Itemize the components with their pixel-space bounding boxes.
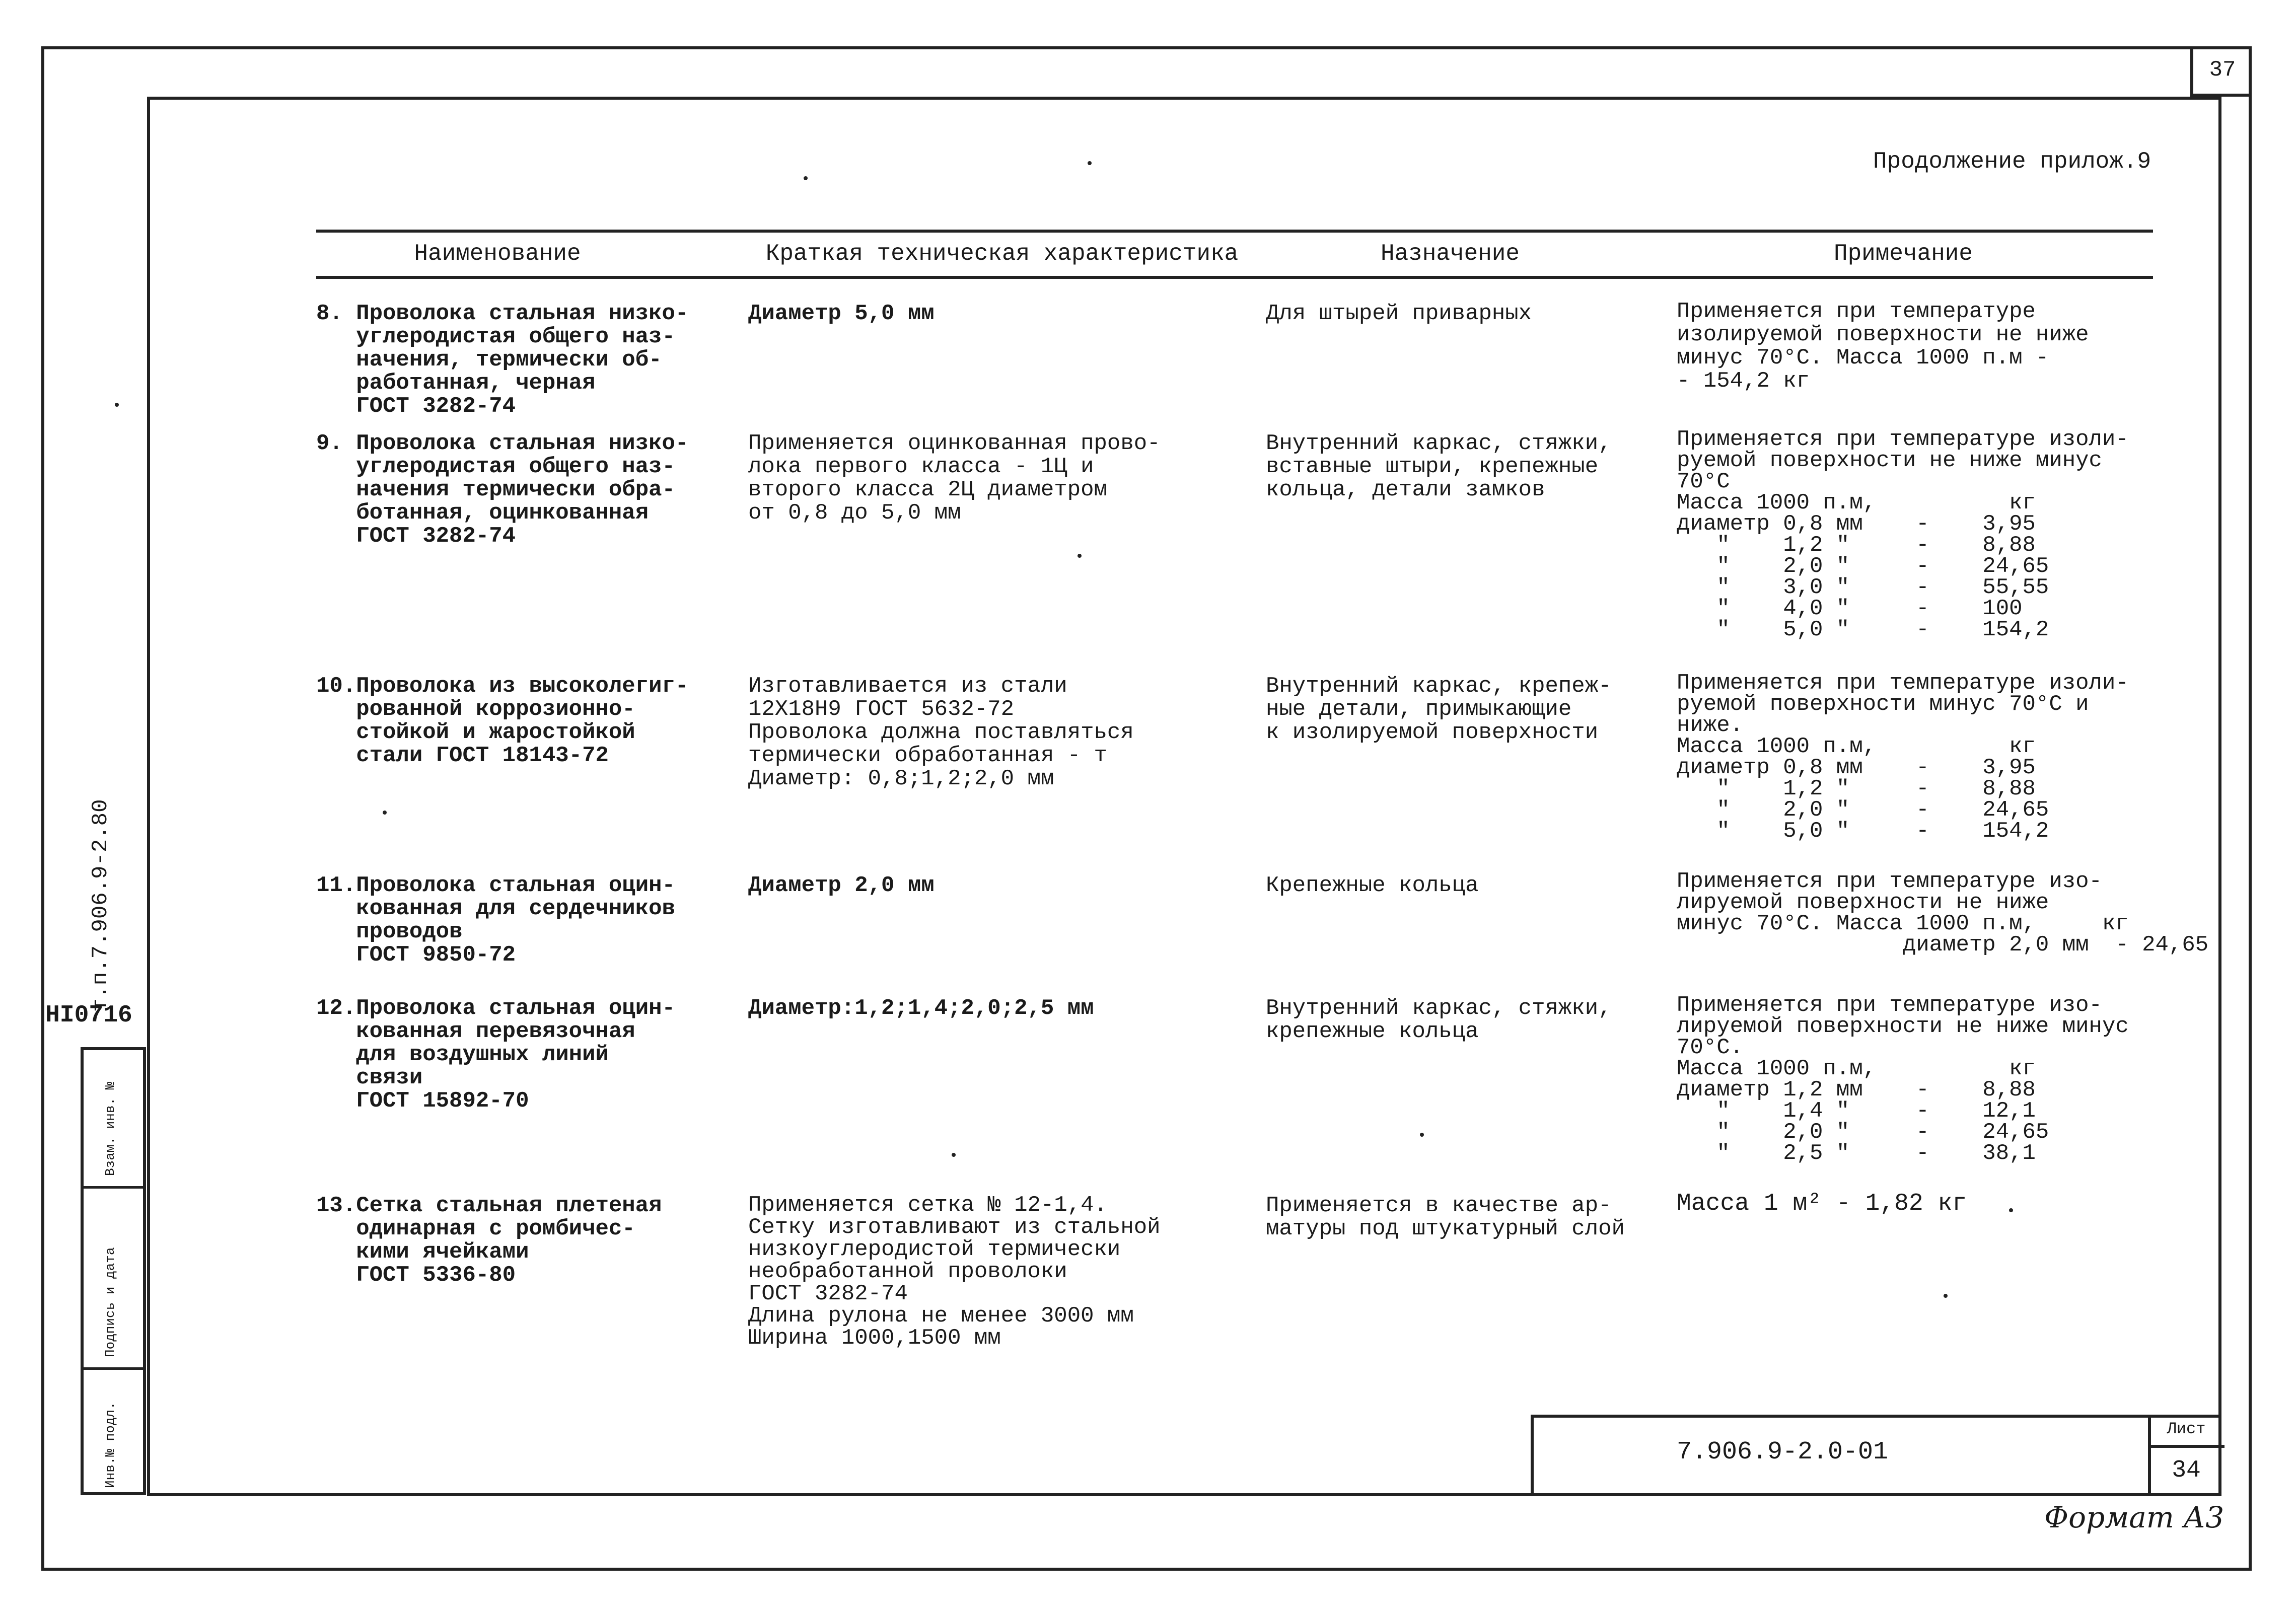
sheet-divider	[2151, 1445, 2225, 1448]
header-purpose: Назначение	[1380, 241, 1520, 267]
sheet-box	[2148, 1415, 2221, 1496]
row-8-note: Применяется при температуре изолируемой поверхности не ниже минус 70°C. Масса 1000 п.м - - 154,2 кг	[1677, 299, 2089, 394]
scan-speck	[1078, 554, 1082, 558]
row-9-purpose: Внутренний каркас, стяжки, вставные штыри, крепежные кольца, детали замков	[1266, 431, 1612, 502]
row-13-name: 13.Сетка стальная плетеная одинарная с ромбичес- кими ячейками ГОСТ 5336-80	[316, 1193, 662, 1288]
row-9-note: Применяется при температуре изоли- руемой поверхности не ниже минус 70°C Масса 1000 п.м, кг диаметр 0,8 мм - 3,95 " 1,2 " - 8,88 " 2,0 " - 24,65 " 3,0 " - 55,55 " 4,0 " - 100 " 5,0 " - 154,2	[1677, 427, 2129, 642]
left-label-replace: Взам. инв. №	[103, 1081, 118, 1176]
row-11-spec: Диаметр 2,0 мм	[748, 873, 935, 898]
row-9-spec: Применяется оцинкованная прово- лока первого класса - 1Ц и второго класса 2Ц диаметром от 0,8 до 5,0 мм	[748, 431, 1161, 526]
document-code: 7.906.9-2.0-01	[1677, 1438, 1889, 1466]
page-number-top: 37	[2190, 46, 2252, 97]
row-10-spec: Изготавливается из стали 12Х18Н9 ГОСТ 5632-72 Проволока должна поставляться термически обработанная - т Диаметр: 0,8;1,2;2,0 мм	[748, 674, 1134, 791]
header-top-rule	[316, 230, 2153, 233]
row-12-name: 12.Проволока стальная оцин- кованная перевязочная для воздушных линий связи ГОСТ 15892-70	[316, 996, 675, 1114]
row-8-spec: Диаметр 5,0 мм	[748, 301, 935, 326]
row-11-note: Применяется при температуре изо- лируемой поверхности не ниже минус 70°C. Масса 1000 п.м, кг диаметр 2,0 мм - 24,65	[1677, 869, 2209, 958]
header-note: Примечание	[1833, 241, 1973, 267]
row-10-name: 10.Проволока из высоколегиг- рованной коррозионно- стойкой и жаростойкой стали ГОСТ 18143-72	[316, 674, 689, 768]
scan-speck	[1088, 161, 1092, 165]
left-stamp-divider	[84, 1367, 143, 1370]
sheet-label: Лист	[2167, 1420, 2206, 1438]
row-12-purpose: Внутренний каркас, стяжки, крепежные кольца	[1266, 996, 1612, 1044]
row-10-note: Применяется при температуре изоли- руемой поверхности минус 70°C и ниже. Масса 1000 п.м, кг диаметр 0,8 мм - 3,95 " 1,2 " - 8,88 " 2,0 " - 24,65 " 5,0 " - 154,2	[1677, 671, 2129, 844]
inventory-code: НІ0716	[45, 1002, 132, 1029]
scan-speck	[383, 811, 387, 815]
row-11-name: 11.Проволока стальная оцин- кованная для сердечников проводов ГОСТ 9850-72	[316, 873, 675, 968]
left-stamp-divider	[84, 1186, 143, 1189]
row-13-note: Масса 1 м² - 1,82 кг	[1677, 1190, 1967, 1217]
side-stamp-text: т.п.7.906.9-2.80	[88, 799, 113, 1012]
header-spec: Краткая техническая характеристика	[765, 241, 1239, 267]
scan-speck	[1420, 1133, 1424, 1137]
row-13-spec: Применяется сетка № 12-1,4. Сетку изготавливают из стальной низкоуглеродистой термически необработанной проволоки ГОСТ 3282-74 Длина рулона не менее 3000 мм Ширина 1000,1500 мм	[748, 1193, 1161, 1351]
scan-speck	[952, 1153, 956, 1157]
scan-speck	[1944, 1294, 1948, 1298]
sheet-number: 34	[2172, 1457, 2201, 1484]
scan-speck	[2009, 1208, 2013, 1212]
header-name: Наименование	[414, 241, 581, 267]
row-8-name: 8. Проволока стальная низко- углеродистая общего наз- начения, термически об- работанная, черная ГОСТ 3282-74	[316, 301, 689, 419]
row-10-purpose: Внутренний каркас, крепеж- ные детали, примыкающие к изолируемой поверхности	[1266, 674, 1612, 745]
continuation-label: Продолжение прилож.9	[1873, 149, 2151, 175]
row-11-purpose: Крепежные кольца	[1266, 873, 1479, 898]
format-note: Формат А3	[2044, 1500, 2225, 1534]
scan-speck	[804, 176, 808, 180]
row-12-note: Применяется при температуре изо- лируемой поверхности не ниже минус 70°C. Масса 1000 п.м, кг диаметр 1,2 мм - 8,88 " 1,4 " - 12,1 " 2,0 " - 24,65 " 2,5 " - 38,1	[1677, 993, 2129, 1166]
scan-speck	[115, 403, 119, 407]
left-label-inventory: Инв.№ подл.	[103, 1402, 118, 1488]
row-8-purpose: Для штырей приварных	[1266, 301, 1532, 326]
left-label-signature: Подпись и дата	[103, 1247, 118, 1357]
row-12-spec: Диаметр:1,2;1,4;2,0;2,5 мм	[748, 996, 1094, 1021]
header-bottom-rule	[316, 276, 2153, 279]
left-stamp-column	[81, 1047, 146, 1495]
row-9-name: 9. Проволока стальная низко- углеродистая общего наз- начения термически обра- ботанная, оцинкованная ГОСТ 3282-74	[316, 431, 689, 549]
row-13-purpose: Применяется в качестве ар- матуры под штукатурный слой	[1266, 1193, 1625, 1241]
side-stamp	[88, 730, 123, 1012]
